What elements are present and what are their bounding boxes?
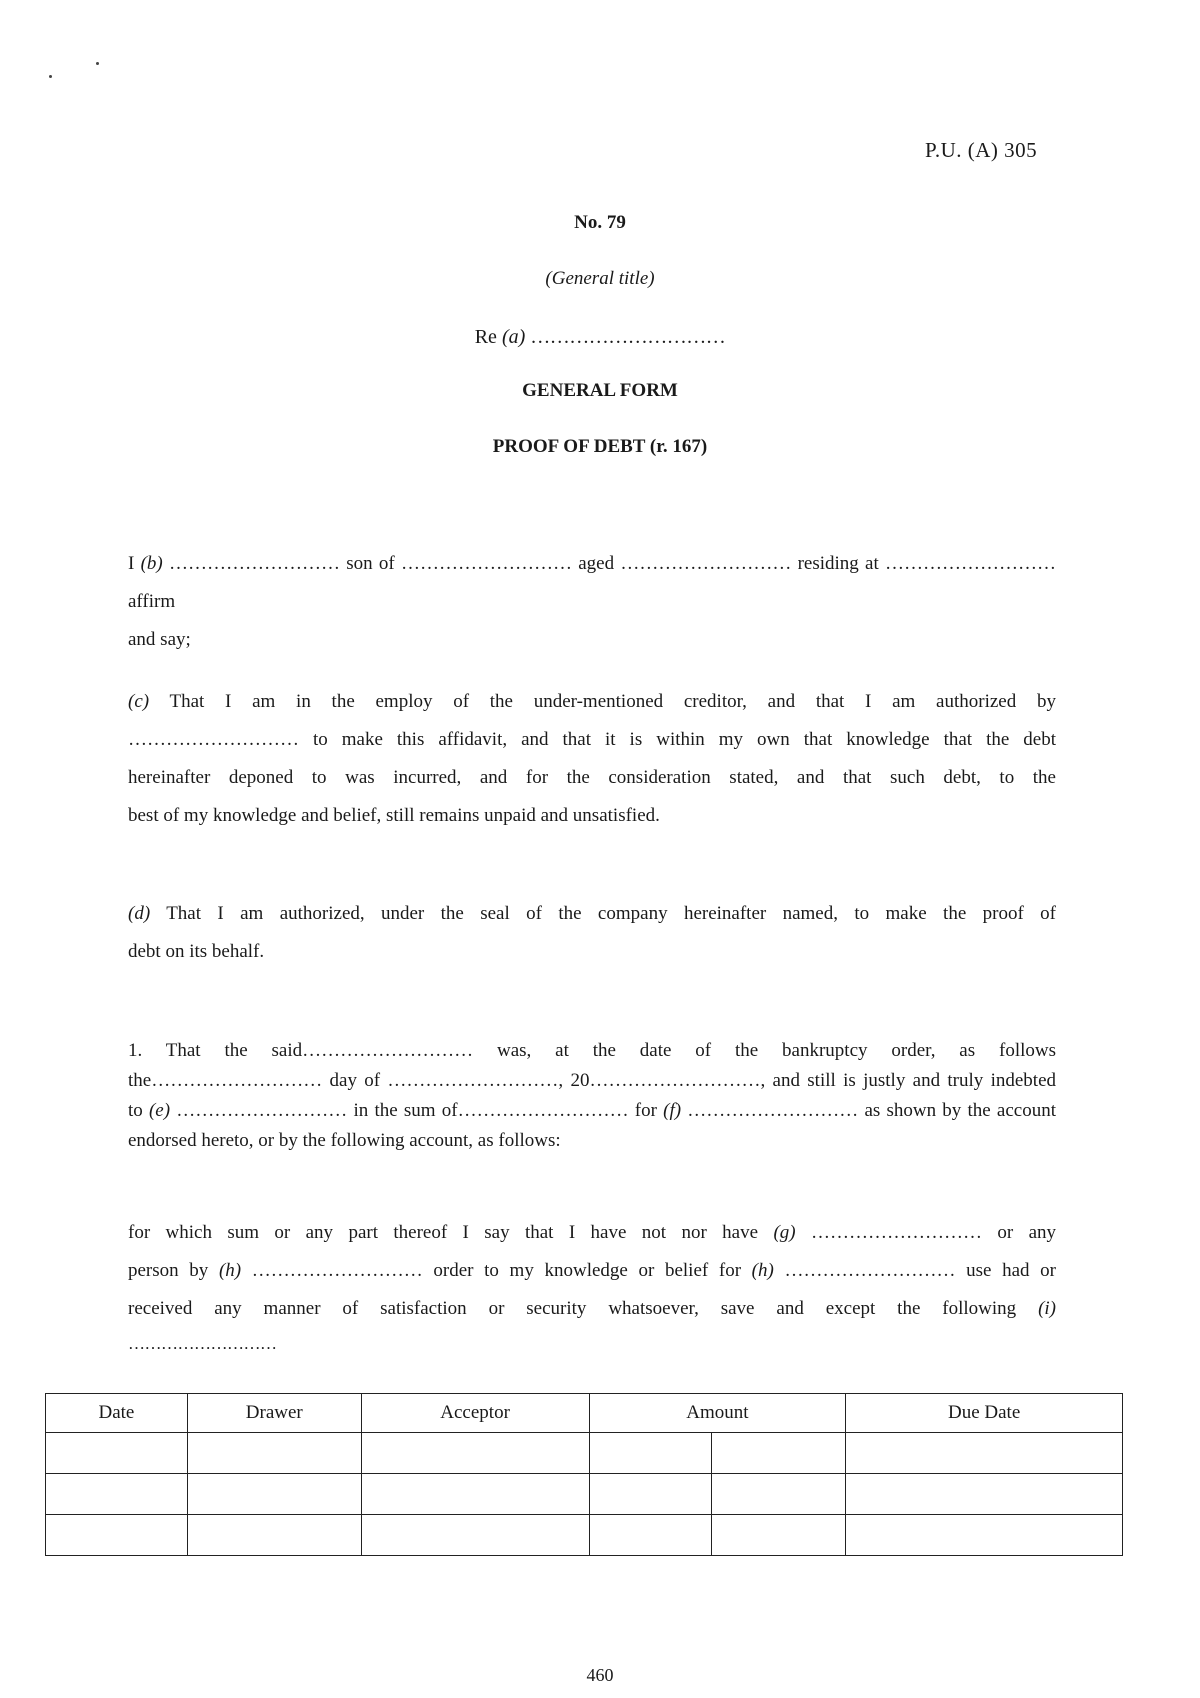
table-cell bbox=[187, 1515, 361, 1556]
note-label: (g) bbox=[773, 1222, 796, 1243]
paragraph-2-line-1: for which sum or any part thereof I say that I have not nor have (g) ……………………… or any bbox=[128, 1222, 1057, 1243]
note-label: (f) bbox=[663, 1100, 682, 1121]
note-label: (h) bbox=[218, 1260, 242, 1281]
scan-speck bbox=[96, 62, 99, 65]
paragraph-1 bbox=[128, 1036, 1056, 1156]
re-blank: ………………………… bbox=[530, 326, 726, 348]
debt-table bbox=[45, 1393, 1123, 1556]
scan-speck bbox=[49, 75, 52, 78]
table-cell bbox=[846, 1515, 1123, 1556]
paragraph-d bbox=[128, 895, 1056, 971]
table-row bbox=[46, 1474, 1123, 1515]
note-label: (h) bbox=[751, 1260, 774, 1281]
table-cell bbox=[187, 1474, 361, 1515]
table-cell bbox=[361, 1474, 589, 1515]
paragraph-c-line-3: hereinafter deponed to was incurred, and for the consideration stated, and that such debt, to the bbox=[128, 767, 1056, 788]
paragraph-2-blank: ……………………… bbox=[128, 1334, 277, 1353]
paragraph-c bbox=[128, 683, 1056, 835]
re-label: (a) bbox=[501, 326, 526, 348]
table-cell bbox=[846, 1474, 1123, 1515]
note-label: (e) bbox=[148, 1100, 171, 1121]
table-cell bbox=[46, 1433, 188, 1474]
table-header-row bbox=[46, 1394, 1123, 1433]
paragraph-b-line: I (b) ……………………… son of ……………………… aged ……………………… residing at ……………………… affirm bbox=[128, 553, 1056, 612]
paragraph-2-line-2: person by (h) ……………………… order to my knowledge or belief for (h) ……………………… use had or bbox=[128, 1260, 1056, 1281]
column-header-acceptor: Acceptor bbox=[361, 1394, 589, 1433]
form-heading: GENERAL FORM bbox=[522, 380, 678, 401]
table-cell bbox=[846, 1433, 1123, 1474]
paragraph-b-tail: and say; bbox=[128, 629, 191, 650]
table-row bbox=[46, 1433, 1123, 1474]
table-cell bbox=[589, 1433, 712, 1474]
paragraph-b bbox=[128, 545, 1056, 659]
table-cell bbox=[361, 1433, 589, 1474]
paragraph-1-line-2: the……………………… day of ………………………, 20………………………, and still is justly and truly indebted bbox=[128, 1070, 1056, 1091]
note-label: (b) bbox=[140, 553, 163, 574]
column-header-date: Date bbox=[46, 1394, 188, 1433]
paragraph-d-label: (d) bbox=[128, 903, 151, 924]
paragraph-c-line-2: ……………………… to make this affidavit, and that it is within my own that knowledge that the debt bbox=[128, 729, 1056, 750]
table-cell bbox=[46, 1474, 188, 1515]
re-prefix: Re bbox=[474, 326, 497, 348]
table-cell bbox=[589, 1474, 712, 1515]
table-cell bbox=[589, 1515, 712, 1556]
paragraph-2-line-3: received any manner of satisfaction or security whatsoever, save and except the following (i) bbox=[128, 1298, 1056, 1319]
paragraph-d-text-1: That I am authorized, under the seal of the company hereinafter named, to make the proof of bbox=[166, 903, 1056, 924]
paragraph-1-line-3: to (e) ……………………… in the sum of……………………… for (f) ……………………… as shown by the account bbox=[128, 1100, 1056, 1121]
form-subheading: PROOF OF DEBT (r. 167) bbox=[492, 436, 708, 457]
table-cell bbox=[187, 1433, 361, 1474]
table-cell bbox=[712, 1515, 846, 1556]
paragraph-2 bbox=[128, 1214, 1056, 1328]
gazette-reference: P.U. (A) 305 bbox=[925, 138, 1038, 162]
table-row bbox=[46, 1515, 1123, 1556]
paragraph-d-line-2: debt on its behalf. bbox=[128, 941, 265, 962]
table-cell bbox=[712, 1474, 846, 1515]
paragraph-c-text-1: That I am in the employ of the under-mentioned creditor, and that I am authorized by bbox=[169, 691, 1056, 712]
column-header-due-date: Due Date bbox=[846, 1394, 1123, 1433]
table-cell bbox=[361, 1515, 589, 1556]
column-header-drawer: Drawer bbox=[187, 1394, 361, 1433]
re-line bbox=[0, 326, 1200, 349]
general-title: (General title) bbox=[545, 268, 655, 289]
table-cell bbox=[46, 1515, 188, 1556]
paragraph-1-line-4: endorsed hereto, or by the following account, as follows: bbox=[128, 1130, 561, 1151]
paragraph-1-line-1: 1. That the said……………………… was, at the date of the bankruptcy order, as follows bbox=[128, 1040, 1056, 1061]
paragraph-c-line-4: best of my knowledge and belief, still remains unpaid and unsatisfied. bbox=[128, 805, 660, 826]
page-number: 460 bbox=[586, 1665, 614, 1685]
table-cell bbox=[712, 1433, 846, 1474]
paragraph-d-line-1 bbox=[128, 895, 1056, 933]
column-header-amount: Amount bbox=[589, 1394, 846, 1433]
form-number: No. 79 bbox=[574, 212, 626, 233]
note-label: (i) bbox=[1038, 1298, 1056, 1319]
paragraph-c-label: (c) bbox=[128, 691, 150, 712]
paragraph-c-line-1 bbox=[128, 683, 1056, 721]
